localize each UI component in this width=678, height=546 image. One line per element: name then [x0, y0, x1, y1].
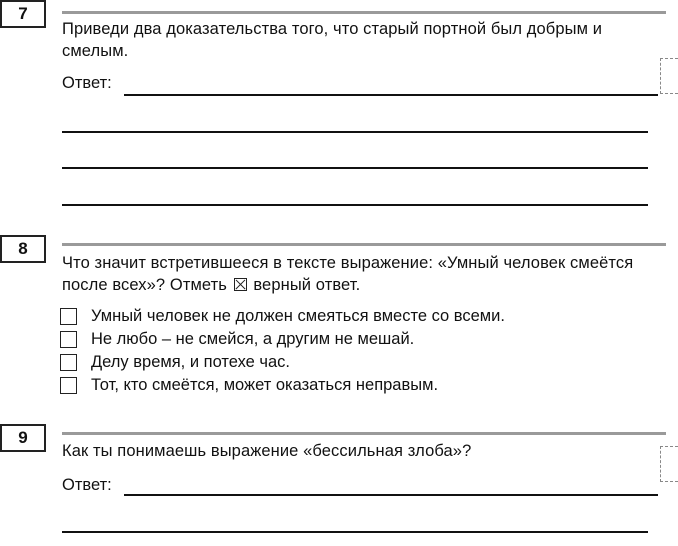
question-8-top-rule — [62, 243, 666, 246]
question-7-answer-line-2[interactable] — [62, 131, 648, 133]
question-8-prompt — [62, 252, 668, 296]
option-1-label: Умный человек не должен смеяться вместе со всеми. — [91, 306, 505, 325]
option-3-checkbox[interactable] — [60, 354, 77, 371]
option-1[interactable] — [60, 305, 505, 327]
question-7-answer-line-4[interactable] — [62, 204, 648, 206]
question-number-8: 8 — [0, 235, 46, 263]
question-9-prompt: Как ты понимаешь выражение «бессильная злоба»? — [62, 442, 472, 460]
question-7-answer-line-3[interactable] — [62, 167, 648, 169]
question-number-7: 7 — [0, 0, 46, 28]
question-7-top-rule — [62, 11, 666, 14]
option-4-label: Тот, кто смеётся, может оказаться неправым. — [91, 375, 439, 394]
score-box-7 — [660, 58, 678, 94]
question-9-top-rule — [62, 432, 666, 435]
option-4-checkbox[interactable] — [60, 377, 77, 394]
option-2-checkbox[interactable] — [60, 331, 77, 348]
crossed-checkbox-icon — [234, 278, 247, 291]
option-4[interactable] — [60, 374, 438, 396]
question-8-prompt-text: Что значит встретившееся в тексте выражение: «Умный человек смеётся после всех»? Отметь — [62, 254, 634, 294]
score-box-9 — [660, 446, 678, 482]
question-9-answer-label: Ответ: — [62, 476, 112, 494]
question-7-prompt: Приведи два доказательства того, что старый портной был добрым и смелым. — [62, 20, 603, 60]
question-8-prompt-end: верный ответ. — [253, 276, 361, 294]
question-9-answer-line-2[interactable] — [62, 531, 648, 533]
option-1-checkbox[interactable] — [60, 308, 77, 325]
question-9-answer-line-1[interactable] — [124, 494, 658, 496]
question-number-9: 9 — [0, 424, 46, 452]
option-3[interactable] — [60, 351, 290, 373]
question-7-answer-label: Ответ: — [62, 74, 112, 92]
option-2-label: Не любо – не смейся, а другим не мешай. — [91, 329, 415, 348]
option-2[interactable] — [60, 328, 414, 350]
option-3-label: Делу время, и потехе час. — [91, 352, 290, 371]
question-7-answer-line-1[interactable] — [124, 94, 658, 96]
